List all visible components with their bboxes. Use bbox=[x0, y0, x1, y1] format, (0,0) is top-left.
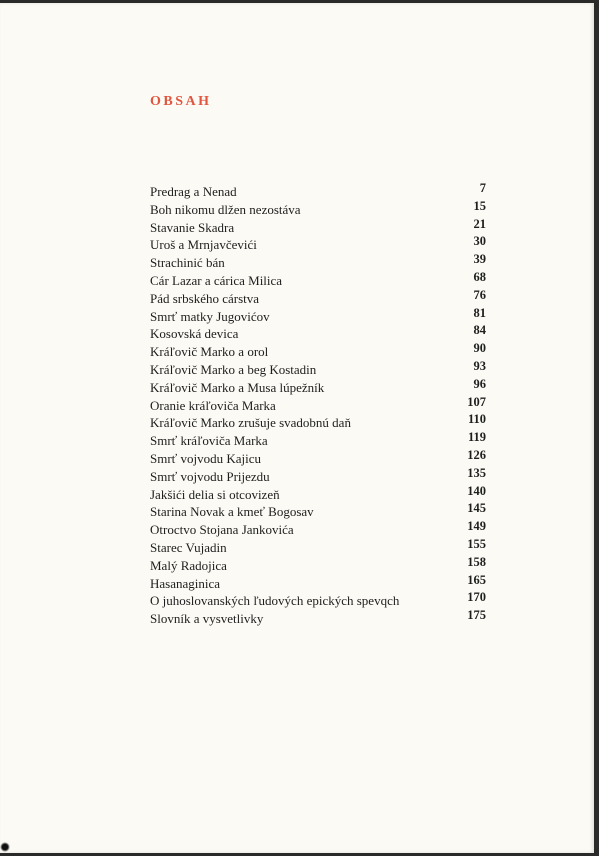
toc-entry-page-number: 155 bbox=[467, 536, 486, 551]
toc-entry-title: Oranie kráľoviča Marka bbox=[150, 397, 276, 413]
toc-entry-title: Predrag a Nenad bbox=[150, 184, 237, 199]
toc-entry bbox=[150, 236, 486, 254]
toc-entry-title: Kráľovič Marko a Musa lúpežník bbox=[150, 379, 325, 395]
toc-entry bbox=[150, 394, 486, 415]
toc-entry bbox=[150, 305, 486, 326]
toc-entry bbox=[150, 503, 486, 521]
toc-entry bbox=[150, 358, 486, 379]
toc-entry bbox=[150, 343, 486, 361]
toc-entry-title: Otroctvo Stojana Jankovića bbox=[150, 522, 294, 538]
toc-entry bbox=[150, 447, 486, 468]
table-of-contents bbox=[150, 183, 486, 628]
toc-entry-page-number: 170 bbox=[467, 590, 486, 605]
toc-entry-page-number: 96 bbox=[473, 376, 486, 391]
toc-entry-title: Starec Vujadin bbox=[150, 539, 227, 555]
toc-entry-page-number: 93 bbox=[473, 358, 486, 373]
toc-entry-title: Kráľovič Marko a orol bbox=[150, 344, 269, 360]
toc-entry-title: Smrť kráľoviča Marka bbox=[150, 433, 268, 449]
book-page bbox=[0, 3, 594, 853]
toc-entry-page-number: 135 bbox=[467, 465, 486, 480]
toc-entry-page-number: 68 bbox=[473, 269, 486, 284]
toc-entry-title: Smrť vojvodu Prijezdu bbox=[150, 468, 270, 484]
toc-entry-page-number: 165 bbox=[467, 572, 486, 587]
toc-entry-page-number: 126 bbox=[467, 447, 486, 462]
toc-entry-title: Smrť matky Jugovićov bbox=[150, 308, 270, 324]
toc-entry-title: Hasanaginica bbox=[150, 575, 221, 591]
toc-entry bbox=[150, 592, 486, 610]
toc-entry-page-number: 84 bbox=[473, 323, 486, 338]
toc-entry-title: Cár Lazar a cárica Milica bbox=[150, 272, 283, 288]
toc-entry-page-number: 76 bbox=[473, 287, 486, 302]
toc-entry-page-number: 90 bbox=[473, 341, 486, 356]
toc-entry-title: Malý Radojica bbox=[150, 557, 227, 573]
toc-entry-page-number: 107 bbox=[467, 394, 486, 409]
toc-entry bbox=[150, 325, 486, 343]
toc-entry bbox=[150, 572, 486, 593]
toc-entry bbox=[150, 554, 486, 575]
toc-entry-title: Starina Novak a kmeť Bogosav bbox=[150, 504, 314, 520]
toc-entry bbox=[150, 483, 486, 504]
toc-entry-title: Strachinić bán bbox=[150, 255, 225, 271]
toc-entry-title: Slovník a vysvetlivky bbox=[150, 611, 264, 627]
scan-mark bbox=[0, 842, 10, 852]
toc-entry bbox=[150, 414, 486, 432]
toc-entry-page-number: 158 bbox=[467, 554, 486, 569]
toc-entry bbox=[150, 216, 486, 237]
toc-entry-title: Boh nikomu dlžen nezostáva bbox=[150, 201, 301, 217]
toc-entry-page-number: 140 bbox=[467, 483, 486, 498]
toc-entry bbox=[150, 465, 486, 486]
toc-entry bbox=[150, 536, 486, 557]
toc-entry-title: Kosovská devica bbox=[150, 326, 239, 342]
toc-entry-title: Kráľovič Marko a beg Kostadin bbox=[150, 361, 317, 377]
toc-entry-title: Jakšići delia si otcovizeň bbox=[150, 486, 280, 502]
toc-entry-page-number: 30 bbox=[473, 234, 486, 249]
toc-entry bbox=[150, 376, 486, 397]
toc-entry bbox=[150, 269, 486, 290]
toc-entry bbox=[150, 254, 486, 272]
toc-entry-title: Smrť vojvodu Kajicu bbox=[150, 450, 261, 466]
toc-entry-page-number: 110 bbox=[467, 412, 486, 427]
toc-entry-page-number: 15 bbox=[473, 198, 486, 213]
toc-entry bbox=[150, 432, 486, 450]
toc-entry-page-number: 81 bbox=[473, 305, 486, 320]
toc-entry-page-number: 149 bbox=[467, 519, 486, 534]
toc-entry bbox=[150, 610, 486, 628]
toc-entry-title: Stavanie Skadra bbox=[150, 219, 235, 235]
toc-entry-page-number: 39 bbox=[473, 252, 486, 267]
toc-entry-page-number: 145 bbox=[467, 501, 486, 516]
toc-entry bbox=[150, 198, 486, 219]
toc-entry bbox=[150, 521, 486, 539]
page-heading: OBSAH bbox=[150, 94, 212, 109]
toc-entry-page-number: 21 bbox=[473, 216, 486, 231]
toc-entry-title: Uroš a Mrnjavčevići bbox=[150, 237, 257, 253]
toc-entry-title: Pád srbského cárstva bbox=[150, 290, 260, 306]
toc-entry-title: Kráľovič Marko zrušuje svadobnú daň bbox=[150, 415, 351, 431]
toc-entry-page-number: 175 bbox=[467, 608, 486, 623]
toc-entry-page-number: 7 bbox=[479, 181, 486, 195]
toc-entry bbox=[150, 183, 486, 201]
toc-entry-title: O juhoslovanských ľudových epických spevqch bbox=[150, 593, 400, 609]
toc-entry bbox=[150, 287, 486, 308]
toc-entry-page-number: 119 bbox=[467, 430, 486, 445]
